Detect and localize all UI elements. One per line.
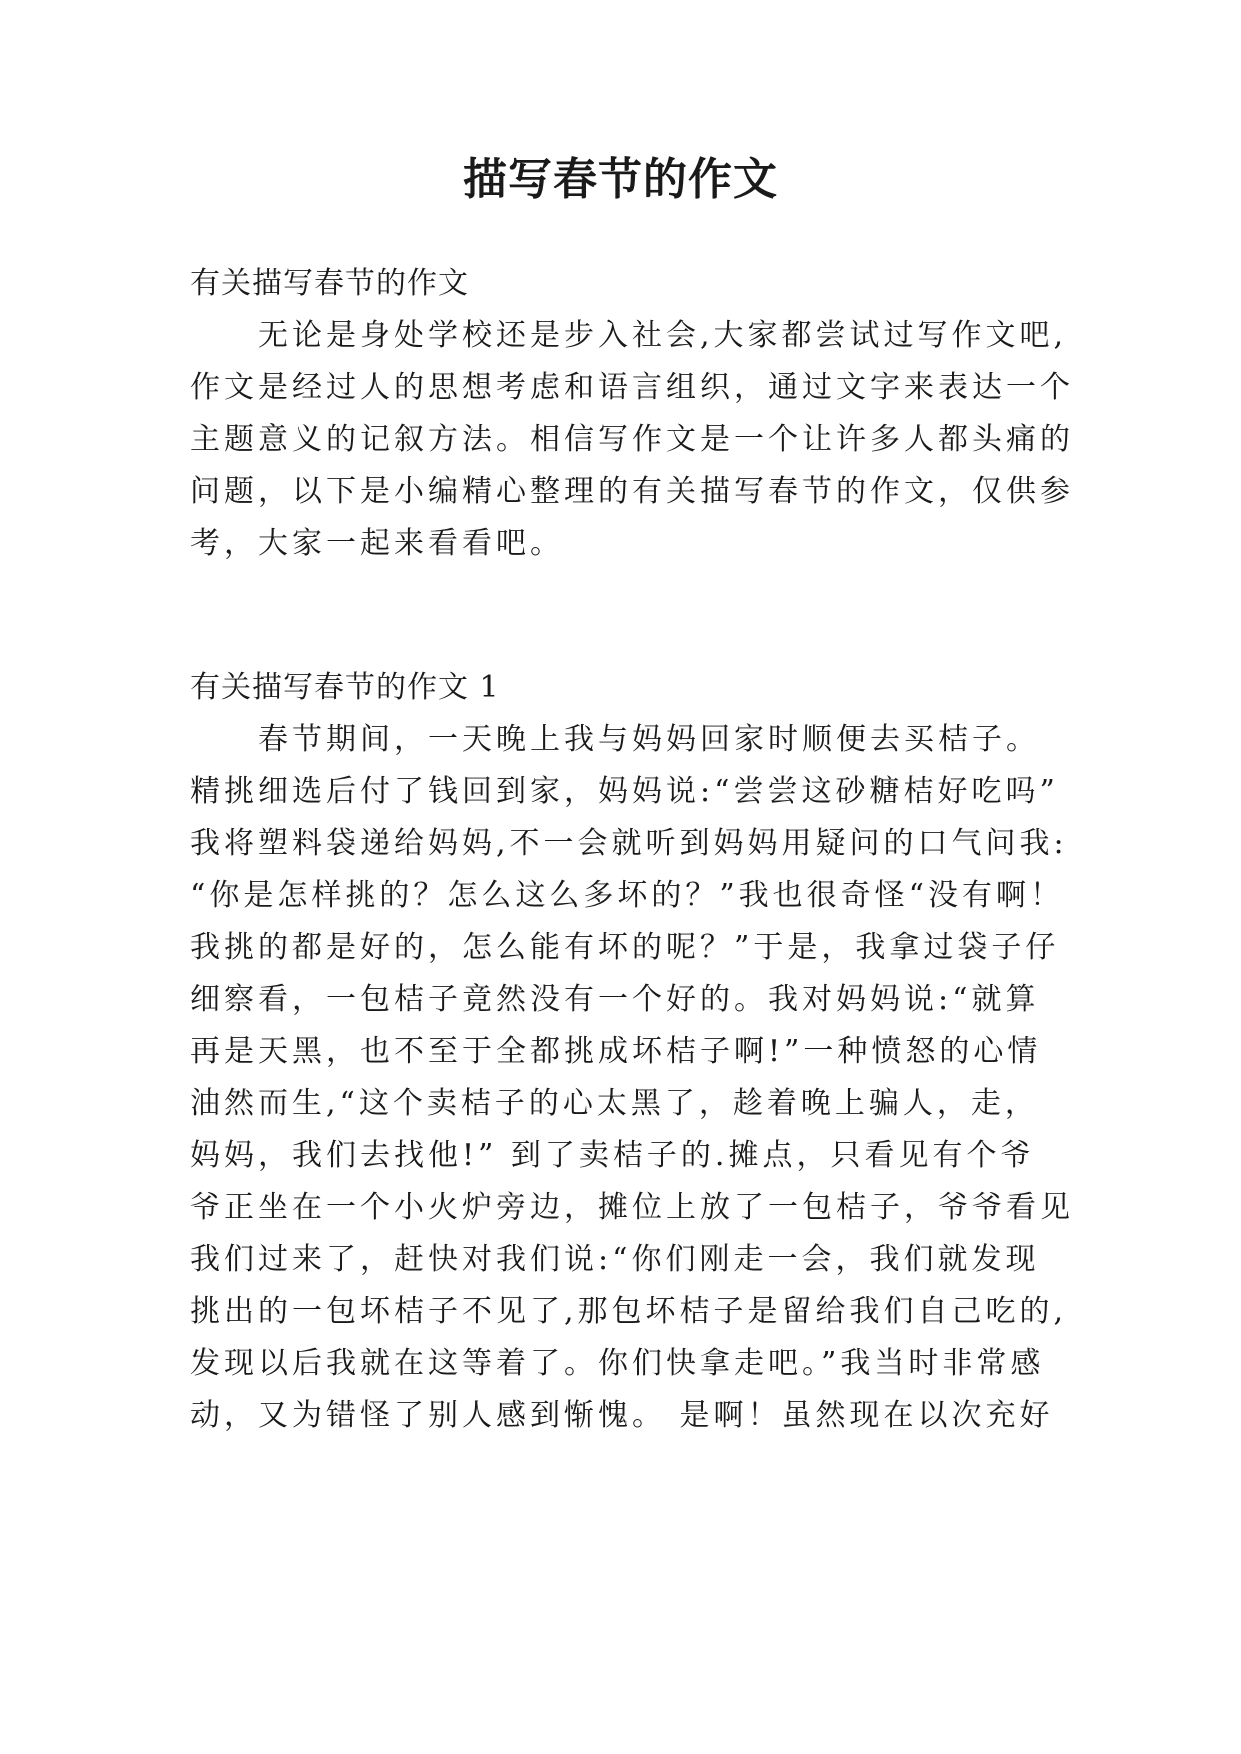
essay1-line-6: 细察看，一包桔子竟然没有一个好的。我对妈妈说:“就算	[190, 982, 1040, 1017]
essay1-line-2: 精挑细选后付了钱回到家，妈妈说:“尝尝这砂糖桔好吃吗”	[190, 774, 1059, 809]
essay1-line-11: 我们过来了，赶快对我们说:“你们刚走一会，我们就发现	[190, 1242, 1040, 1277]
essay1-line-3: 我将塑料袋递给妈妈,不一会就听到妈妈用疑问的口气问我:	[190, 826, 1068, 861]
essay1-line-9: 妈妈，我们去找他!” 到了卖桔子的.摊点，只看见有个爷	[190, 1138, 1035, 1173]
essay1-line-8: 油然而生,“这个卖桔子的心太黑了，趁着晚上骗人，走，	[190, 1086, 1039, 1121]
essay1-line-13: 发现以后我就在这等着了。你们快拿走吧。”我当时非常感	[190, 1346, 1045, 1381]
essay1-line-12: 挑出的一包坏桔子不见了,那包坏桔子是留给我们自己吃的,	[190, 1294, 1068, 1329]
essay1-line-7: 再是天黑，也不至于全都挑成坏桔子啊!”一种愤怒的心情	[190, 1034, 1042, 1069]
document-title: 描写春节的作文	[463, 154, 778, 205]
essay1-line-4: “你是怎样挑的？怎么这么多坏的？”我也很奇怪“没有啊！	[190, 878, 1065, 913]
intro-line-2: 作文是经过人的思想考虑和语言组织，通过文字来表达一个	[190, 370, 1074, 405]
essay1-heading: 有关描写春节的作文 1	[190, 670, 500, 705]
intro-line-4: 问题，以下是小编精心整理的有关描写春节的作文，仅供参	[190, 474, 1074, 509]
intro-heading: 有关描写春节的作文	[190, 266, 469, 301]
essay1-line-5: 我挑的都是好的，怎么能有坏的呢？”于是，我拿过袋子仔	[190, 930, 1060, 965]
essay1-line-14: 动，又为错怪了别人感到惭愧。 是啊！虽然现在以次充好	[190, 1398, 1054, 1433]
essay1-line-10: 爷正坐在一个小火炉旁边，摊位上放了一包桔子，爷爷看见	[190, 1190, 1074, 1225]
intro-line-5: 考，大家一起来看看吧。	[190, 526, 564, 561]
intro-line-1: 无论是身处学校还是步入社会,大家都尝试过写作文吧,	[190, 318, 1068, 353]
essay1-line-1: 春节期间，一天晚上我与妈妈回家时顺便去买桔子。	[190, 722, 1040, 757]
intro-line-3: 主题意义的记叙方法。相信写作文是一个让许多人都头痛的	[190, 422, 1074, 457]
